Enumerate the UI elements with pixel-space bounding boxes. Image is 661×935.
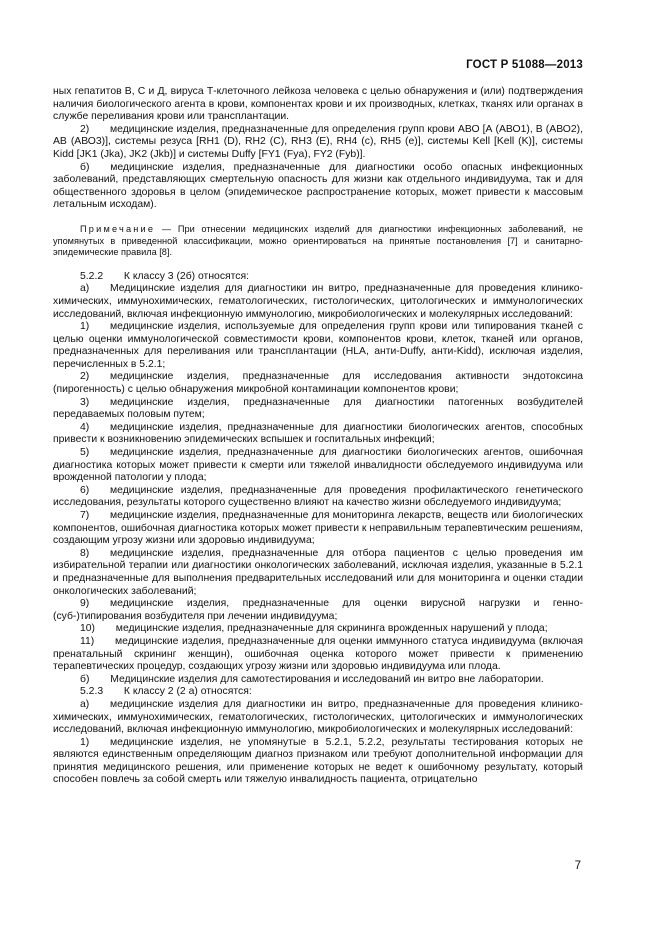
document-body <box>53 86 583 787</box>
page-number: 7 <box>574 860 581 872</box>
list-item: 8) медицинские изделия, предназначенные для отбора пациентов с целью проведения им избирательной терапии или диагностики онкологических заболеваний, исключая изделия, указанные в 5.2.1 и предназначенные для выполнения предварительных исследований или для мониторинга и оценки стадии онкологических заболеваний; <box>53 547 583 597</box>
list-item: 4) медицинские изделия, предназначенные для диагностики биологических агентов, способных привести к возникновению эпидемических вспышек и госпитальных инфекций; <box>53 421 583 446</box>
note-label: Примечание <box>80 223 156 234</box>
list-item: 1) медицинские изделия, используемые для определения групп крови или типирования тканей с целью оценки иммунологической совместимости крови, компонентов крови, клеток, тканей или органов, предназначенных для переливания или трансплантации (HLA, анти-Duffy, анти-Kidd), исключая изделия, перечисленных в 5.2.1; <box>53 321 583 370</box>
section-heading: 5.2.3 К классу 2 (2 а) относятся: <box>80 686 252 698</box>
list-item: 9) медицинские изделия, предназначенные для оценки вирусной нагрузки и генно-(суб-)типирования возбудителя при лечении индивидуума; <box>53 598 583 622</box>
paragraph: 2) медицинские изделия, предназначенные для определения групп крови АВО [А (АВО1), В (АВО2), АВ (АВО3)], системы резуса [RH1 (D), RH2 (С), RH3 (Е), RH4 (с), RH5 (е)], системы Kell [Kell (K)], системы Kidd [JK1 (Jka), JK2 (Jkb)] и системы Duffy [FY1 (Fya), FY2 (Fyb)]. <box>53 123 583 160</box>
list-item: 7) медицинские изделия, предназначенные для мониторинга лекарств, веществ или биологических компонентов, ошибочная диагностика которых может привести к неправильным терапевтическим решениям, создающим угрозу жизни или здоровью индивидуума; <box>53 510 583 547</box>
list-item: 2) медицинские изделия, предназначенные для исследования активности эндотоксина (пирогенность) с целью обнаружения микробной контаминации компонентов крови; <box>53 371 583 396</box>
list-item: 10) медицинские изделия, предназначенные для скрининга врожденных нарушений у плода; <box>80 623 548 635</box>
list-item: 11) медицинские изделия, предназначенные для оценки иммунного статуса индивидуума (включая пренатальный скрининг женщин), ошибочная оценка которого может привести к применению терапевтических процедур, создающих угрозу жизни или здоровью индивидуума или плода. <box>53 635 583 673</box>
list-item: 1) медицинские изделия, не упомянутые в 5.2.1, 5.2.2, результаты тестирования которых не являются единственным определяющим диагноз признаком или требуют дополнительной информации для принятия медицинского решения, или применение которых не ведет к ошибочному результату, который способен повлечь за собой смерть или тяжелую инвалидность пациента, отрицательно <box>53 736 583 786</box>
paragraph: ных гепатитов В, С и Д, вируса Т-клеточного лейкоза человека с целью обнаружения и (или) подтверждения наличия биологического агента в крови, компонентах крови и их производных, клетках, тканях или органах в службе переливания крови или трансплантации. <box>53 86 583 123</box>
list-item: 6) медицинские изделия, предназначенные для проведения профилактического генетического исследования, результаты которого существенно влияют на качество жизни обследуемого индивидуума; <box>53 484 583 509</box>
paragraph: б) медицинские изделия, предназначенные для диагностики особо опасных инфекционных заболеваний, представляющих смертельную опасность для жизни как отдельного индивидуума, так и для общественного здоровья в целом (эпидемическое распространение которых, может привести к массовым летальным исходам). <box>53 161 583 211</box>
paragraph: б) Медицинские изделия для самотестирования и исследований ин витро вне лаборатории. <box>80 673 544 685</box>
section-heading: 5.2.2 К классу 3 (2б) относятся: <box>80 270 250 282</box>
list-item: 5) медицинские изделия, предназначенные для диагностики биологических агентов, ошибочная диагностика которых может привести к смерти или тяжелой инвалидности обследуемого индивидуума или врожденной патологии у плода; <box>53 447 583 484</box>
note-text: — При отнесении медицинских изделий для диагностики инфекционных заболеваний, не упомянутых в приведенной классификации, можно ориентироваться на принятые постановления [7] и санитарно-эпидемические правила [8]. <box>53 223 583 258</box>
paragraph: а) Медицинские изделия для диагностики ин витро, предназначенные для проведения клинико-химических, иммунохимических, гематологических, гистологических, цитологических и иммунологических исследований, включая инфекционную иммунологию, микробиологических и молекулярных исследований: <box>53 283 583 320</box>
document-number-header: ГОСТ Р 51088—2013 <box>466 59 583 71</box>
note-block <box>53 224 583 259</box>
paragraph: а) медицинские изделия для диагностики ин витро, предназначенные для проведения клинико-химических, иммунохимических, гематологических, гистологических, цитологических и иммунологических исследований, включая инфекционную иммунологию, микробиологических и молекулярных исследований: <box>53 698 583 736</box>
list-item: 3) медицинские изделия, предназначенные для диагностики патогенных возбудителей передаваемых половым путем; <box>53 396 583 421</box>
